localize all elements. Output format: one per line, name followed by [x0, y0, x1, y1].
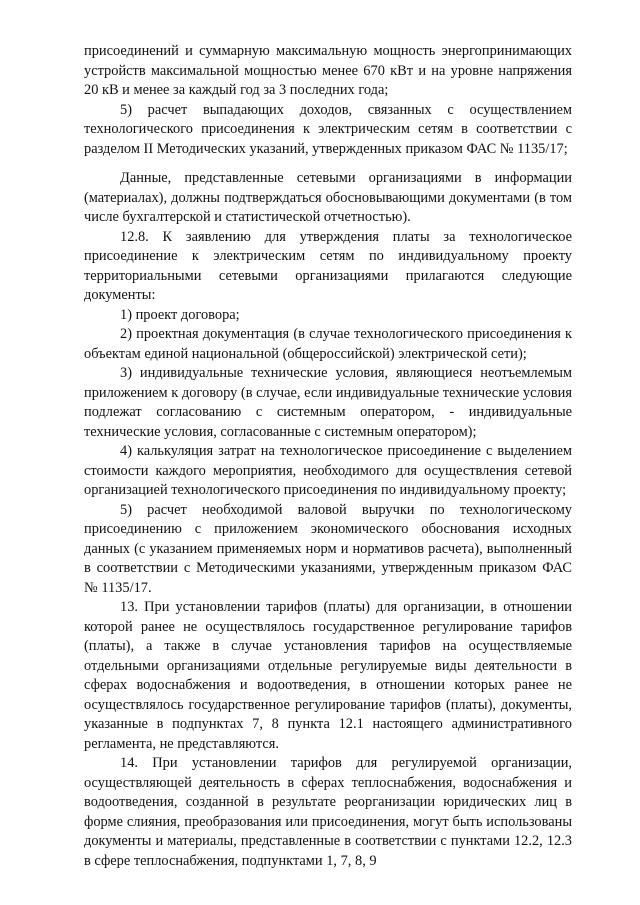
paragraph-13: 13. При установлении тарифов (платы) для организации, в отношении которой ранее не осуществлялось государственное регулирование тарифов (платы), а также в случае установления тарифов на осуществляемые отдельными организациями отдельные регулируемые виды деятельности в сферах водоснабжения и водоотведения, в отношении которых ранее не осуществлялось государственное регулирование тарифов (платы), документы, указанные в подпунктах 7, 8 пункта 12.1 настоящего административного регламента, не представляются.	[84, 599, 572, 752]
paragraph-continuation: присоединений и суммарную максимальную мощность энергопринимающих устройств максимальной мощностью менее 670 кВт и на уровне напряжения 20 кВ и менее за каждый год за 3 последних года;	[84, 43, 572, 98]
paragraph-item-3-technical-conditions: 3) индивидуальные технические условия, являющиеся неотъемлемым приложением к договору (в случае, если индивидуальные технические условия подлежат согласованию с системным оператором, - индивидуальные технические условия, согласованные с системным оператором);	[84, 365, 572, 440]
document-body	[84, 42, 572, 871]
paragraph-item-5-revenue-calculation: 5) расчет необходимой валовой выручки по технологическому присоединению с приложением экономического обоснования исходных данных (с указанием применяемых норм и нормативов расчета), выполненный в соответствии с Методическими указаниями, утвержденным приказом ФАС № 1135/17.	[84, 501, 572, 596]
paragraph-data-confirmation: Данные, представленные сетевыми организациями в информации (материалах), должны подтверждаться обосновывающими документами (в том числе бухгалтерской и статистической отчетностью).	[84, 170, 572, 225]
paragraph-14: 14. При установлении тарифов для регулируемой организации, осуществляющей деятельность в сферах теплоснабжения, водоснабжения и водоотведения, созданной в результате реорганизации юридических лиц в форме слияния, преобразования или присоединения, могут быть использованы документы и материалы, представленные в соответствии с пунктами 12.2, 12.3 в сфере теплоснабжения, подпунктами 1, 7, 8, 9	[84, 755, 572, 869]
paragraph-item-1-draft-contract: 1) проект договора;	[120, 306, 240, 323]
paragraph-item-4-cost-calculation: 4) калькуляция затрат на технологическое присоединение с выделением стоимости каждого мероприятия, необходимого для осуществления сетевой организацией технологического присоединения по индивидуальному проекту;	[84, 443, 572, 498]
paragraph-12-8: 12.8. К заявлению для утверждения платы за технологическое присоединение к электрическим сетям по индивидуальному проекту территориальными сетевыми организациями прилагаются следующие документы:	[84, 228, 572, 303]
paragraph-item-2-project-docs: 2) проектная документация (в случае технологического присоединения к объектам единой национальной (общероссийской) электрической сети);	[84, 326, 572, 362]
paragraph-item-5-lost-revenue: 5) расчет выпадающих доходов, связанных с осуществлением технологического присоединения к электрическим сетям в соответствии с разделом II Методических указаний, утвержденных приказом ФАС № 1135/17;	[84, 101, 572, 157]
